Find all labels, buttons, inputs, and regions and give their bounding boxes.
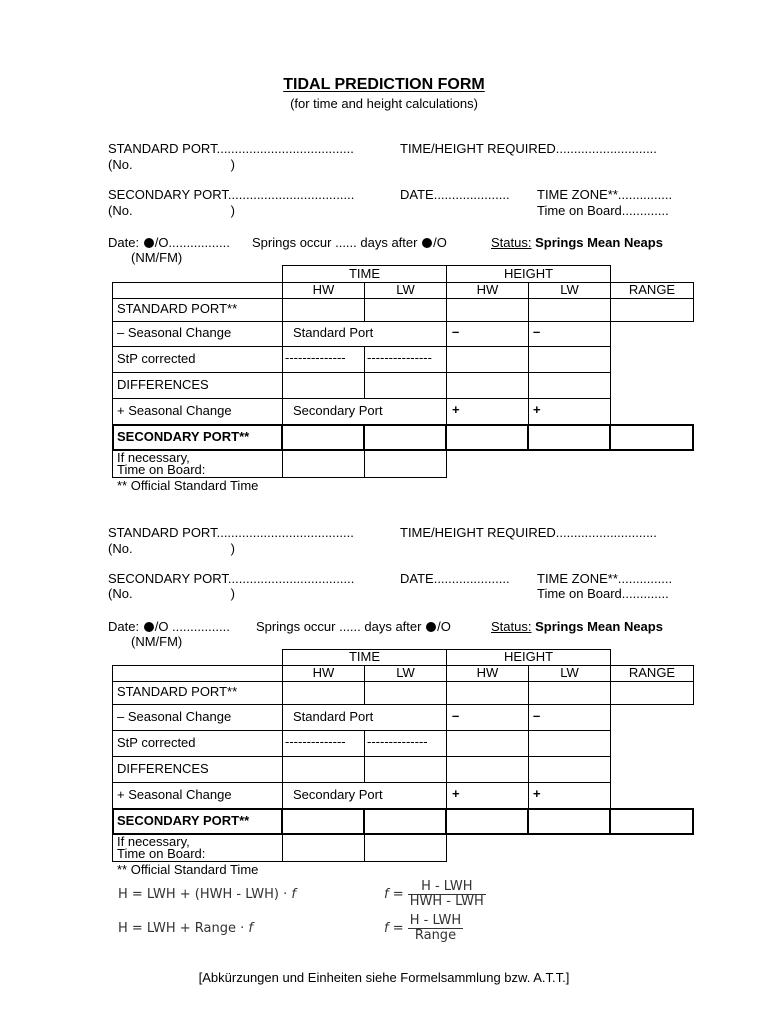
full-moon-icon	[144, 238, 154, 248]
full-moon-icon	[144, 622, 154, 632]
input-cell[interactable]	[282, 298, 365, 322]
input-cell[interactable]	[282, 756, 365, 783]
header-time: TIME	[348, 649, 381, 664]
label-column-top	[112, 665, 283, 682]
label-column-top	[112, 282, 283, 299]
dashed-placeholder: --------------	[367, 734, 428, 749]
input-cell[interactable]	[282, 450, 365, 478]
status-line: Status: Springs Mean Neaps	[491, 619, 663, 634]
row-label-standard-port: STANDARD PORT**	[117, 684, 238, 699]
input-cell[interactable]	[528, 681, 611, 705]
secondary-port-no-label: (No. )	[108, 586, 235, 601]
date-field[interactable]: DATE.....................	[400, 571, 510, 586]
date-moon-line: Date: /O ................	[108, 619, 230, 634]
nm-fm-label: (NM/FM)	[131, 250, 183, 265]
input-cell[interactable]	[609, 808, 694, 835]
input-cell[interactable]	[282, 834, 365, 862]
input-cell[interactable]	[363, 808, 447, 835]
input-cell[interactable]	[609, 424, 694, 451]
input-cell[interactable]	[446, 298, 529, 322]
standard-port-no-label: (No. )	[108, 157, 235, 172]
row-label-secondary-port: SECONDARY PORT**	[117, 429, 250, 444]
minus-sign: –	[452, 324, 460, 339]
secondary-port-text: Secondary Port	[293, 787, 383, 802]
status-line: Status: Springs Mean Neaps	[491, 235, 663, 250]
row-label-if-necessary: If necessary, Time on Board:	[117, 450, 206, 477]
header-time: TIME	[348, 266, 381, 281]
input-cell[interactable]	[528, 372, 611, 399]
date-moon-line: Date: /O.................	[108, 235, 230, 250]
standard-port-field[interactable]: STANDARD PORT......................................	[108, 525, 354, 540]
input-cell[interactable]	[445, 424, 529, 451]
row-label-standard-port: STANDARD PORT**	[117, 301, 238, 316]
header-height: HEIGHT	[503, 266, 554, 281]
formula-height-1: H = LWH + (HWH - LWH) · f	[118, 887, 296, 902]
form-title: TIDAL PREDICTION FORM	[283, 76, 485, 93]
footer-note: [Abkürzungen und Einheiten siehe Formelsammlung bzw. A.T.T.]	[198, 970, 570, 985]
input-cell[interactable]	[528, 298, 611, 322]
input-cell[interactable]	[446, 681, 529, 705]
input-cell[interactable]	[445, 808, 529, 835]
col-height-lw: LW	[560, 282, 579, 297]
input-cell[interactable]	[281, 808, 365, 835]
form-subtitle: (for time and height calculations)	[290, 96, 478, 111]
full-moon-icon	[422, 238, 432, 248]
input-cell[interactable]	[363, 424, 447, 451]
header-height: HEIGHT	[503, 649, 554, 664]
input-cell[interactable]	[281, 424, 365, 451]
time-zone-field[interactable]: TIME ZONE**...............	[537, 187, 673, 202]
col-time-hw: HW	[312, 282, 335, 297]
input-cell[interactable]	[446, 730, 529, 757]
input-cell[interactable]	[446, 372, 529, 399]
status-options[interactable]: Springs Mean Neaps	[535, 619, 663, 634]
input-cell[interactable]	[364, 450, 447, 478]
time-on-board-field[interactable]: Time on Board.............	[537, 203, 669, 218]
time-on-board-field[interactable]: Time on Board.............	[537, 586, 669, 601]
input-cell[interactable]	[528, 730, 611, 757]
input-cell[interactable]	[610, 681, 694, 705]
col-range: RANGE	[628, 665, 676, 680]
input-cell[interactable]	[364, 298, 447, 322]
input-cell[interactable]	[527, 424, 611, 451]
springs-occur-line: Springs occur ...... days after /O	[252, 235, 447, 250]
input-cell[interactable]	[610, 298, 694, 322]
secondary-port-text: Secondary Port	[293, 403, 383, 418]
row-label-differences: DIFFERENCES	[117, 377, 209, 392]
row-label-seasonal-minus: – Seasonal Change	[117, 709, 232, 724]
input-cell[interactable]	[364, 681, 447, 705]
input-cell[interactable]	[528, 756, 611, 783]
time-height-required-field[interactable]: TIME/HEIGHT REQUIRED............................	[400, 525, 657, 540]
input-cell[interactable]	[528, 704, 611, 731]
row-label-seasonal-minus: – Seasonal Change	[117, 325, 232, 340]
row-label-differences: DIFFERENCES	[117, 761, 209, 776]
footnote: ** Official Standard Time	[117, 478, 259, 493]
formula-factor-1: f = $\frac{\text{H - LWH}}{\text{HWH - LWH}}$	[384, 879, 484, 909]
time-zone-field[interactable]: TIME ZONE**...............	[537, 571, 673, 586]
col-time-lw: LW	[396, 282, 415, 297]
col-height-hw: HW	[476, 665, 499, 680]
row-label-secondary-port: SECONDARY PORT**	[117, 813, 250, 828]
standard-port-text: Standard Port	[293, 325, 374, 340]
secondary-port-no-label: (No. )	[108, 203, 235, 218]
input-cell[interactable]	[446, 346, 529, 373]
input-cell[interactable]	[364, 372, 447, 399]
input-cell[interactable]	[282, 372, 365, 399]
row-label-seasonal-plus: + Seasonal Change	[117, 403, 232, 418]
plus-sign: +	[533, 402, 541, 417]
input-cell[interactable]	[528, 321, 611, 347]
input-cell[interactable]	[528, 346, 611, 373]
row-label-stp-corrected: StP corrected	[117, 351, 196, 366]
col-time-hw: HW	[312, 665, 335, 680]
input-cell[interactable]	[282, 681, 365, 705]
minus-sign: –	[533, 708, 541, 723]
footnote: ** Official Standard Time	[117, 862, 259, 877]
nm-fm-label: (NM/FM)	[131, 634, 183, 649]
plus-sign: +	[533, 786, 541, 801]
standard-port-text: Standard Port	[293, 709, 374, 724]
standard-port-no-label: (No. )	[108, 541, 235, 556]
date-field[interactable]: DATE.....................	[400, 187, 510, 202]
minus-sign: –	[533, 324, 541, 339]
dashed-placeholder: ---------------	[367, 350, 432, 365]
row-label-if-necessary: If necessary, Time on Board:	[117, 834, 206, 861]
input-cell[interactable]	[364, 756, 447, 783]
secondary-port-field[interactable]: SECONDARY PORT...................................	[108, 571, 355, 586]
col-height-lw: LW	[560, 665, 579, 680]
springs-occur-line: Springs occur ...... days after /O	[256, 619, 451, 634]
dashed-placeholder: --------------	[285, 734, 346, 749]
col-range: RANGE	[628, 282, 676, 297]
standard-port-field[interactable]: STANDARD PORT......................................	[108, 141, 354, 156]
plus-sign: +	[452, 402, 460, 417]
col-height-hw: HW	[476, 282, 499, 297]
row-label-stp-corrected: StP corrected	[117, 735, 196, 750]
status-options[interactable]: Springs Mean Neaps	[535, 235, 663, 250]
input-cell[interactable]	[364, 834, 447, 862]
full-moon-icon	[426, 622, 436, 632]
input-cell[interactable]	[446, 756, 529, 783]
time-height-required-field[interactable]: TIME/HEIGHT REQUIRED............................	[400, 141, 657, 156]
formula-height-2: H = LWH + Range · f	[118, 921, 253, 936]
col-time-lw: LW	[396, 665, 415, 680]
row-label-seasonal-plus: + Seasonal Change	[117, 787, 232, 802]
formula-factor-2: f = $\frac{\text{H - LWH}}{\text{Range}}$	[384, 913, 462, 943]
input-cell[interactable]	[527, 808, 611, 835]
plus-sign: +	[452, 786, 460, 801]
dashed-placeholder: --------------	[285, 350, 346, 365]
minus-sign: –	[452, 708, 460, 723]
secondary-port-field[interactable]: SECONDARY PORT...................................	[108, 187, 355, 202]
